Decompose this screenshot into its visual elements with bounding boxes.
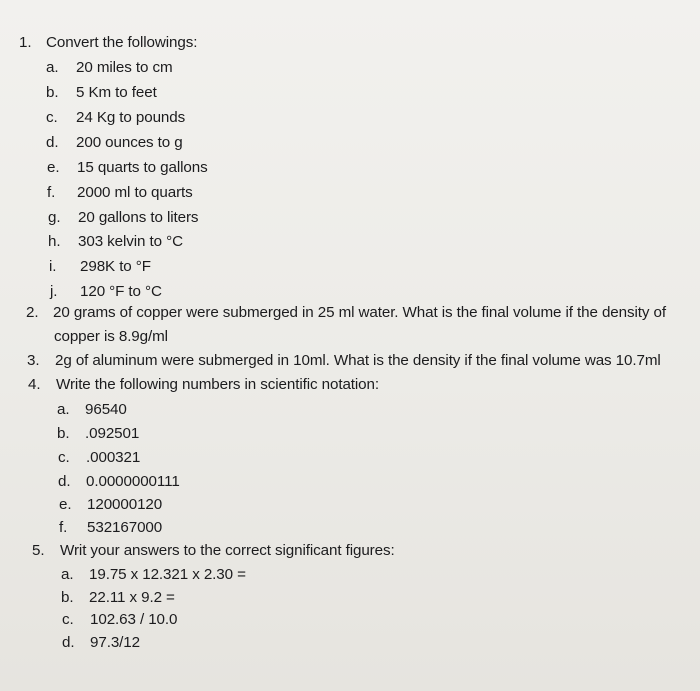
question-number: 4. — [28, 376, 41, 393]
item-label: a. — [46, 59, 59, 76]
item-text: 22.11 x 9.2 = — [89, 589, 175, 606]
item-label: h. — [48, 233, 61, 250]
question-text-continuation: copper is 8.9g/ml — [54, 328, 168, 345]
item-text: 102.63 / 10.0 — [90, 611, 178, 628]
item-text: 2000 ml to quarts — [77, 184, 193, 201]
item-text: 96540 — [85, 401, 127, 418]
question-number: 1. — [19, 34, 32, 51]
question-text: Writ your answers to the correct significant figures: — [60, 542, 395, 559]
question-number: 2. — [26, 304, 39, 321]
item-label: c. — [58, 449, 70, 466]
item-label: c. — [46, 109, 58, 126]
item-label: d. — [46, 134, 59, 151]
item-text: 303 kelvin to °C — [78, 233, 183, 250]
item-text: .000321 — [86, 449, 141, 466]
item-text: 120 °F to °C — [80, 283, 162, 300]
question-number: 3. — [27, 352, 40, 369]
question-number: 5. — [32, 542, 45, 559]
question-text: Convert the followings: — [46, 34, 198, 51]
item-text: 19.75 x 12.321 x 2.30 = — [89, 566, 246, 583]
item-label: j. — [50, 283, 58, 300]
item-label: g. — [48, 209, 61, 226]
item-text: .092501 — [85, 425, 140, 442]
item-label: f. — [47, 184, 56, 201]
item-text: 120000120 — [87, 496, 163, 513]
question-text: 2g of aluminum were submerged in 10ml. What is the density if the final volume was 10.7ml — [55, 352, 661, 369]
item-label: c. — [62, 611, 74, 628]
item-label: a. — [57, 401, 70, 418]
item-label: b. — [61, 589, 74, 606]
item-text: 5 Km to feet — [76, 84, 157, 101]
item-text: 20 miles to cm — [76, 59, 173, 76]
item-text: 200 ounces to g — [76, 134, 183, 151]
item-text: 20 gallons to liters — [78, 209, 199, 226]
question-text: 20 grams of copper were submerged in 25 ml water. What is the final volume if the density of — [53, 304, 666, 321]
item-label: d. — [58, 473, 71, 490]
item-label: e. — [47, 159, 60, 176]
item-label: e. — [59, 496, 72, 513]
item-text: 15 quarts to gallons — [77, 159, 208, 176]
question-text: Write the following numbers in scientific notation: — [56, 376, 379, 393]
item-label: b. — [57, 425, 70, 442]
item-text: 97.3/12 — [90, 634, 140, 651]
item-label: f. — [59, 519, 68, 536]
item-text: 0.0000000111 — [86, 473, 180, 490]
item-text: 298K to °F — [80, 258, 151, 275]
item-text: 24 Kg to pounds — [76, 109, 186, 126]
item-label: b. — [46, 84, 59, 101]
item-text: 532167000 — [87, 519, 163, 536]
item-label: d. — [62, 634, 75, 651]
item-label: i. — [49, 258, 57, 275]
item-label: a. — [61, 566, 74, 583]
